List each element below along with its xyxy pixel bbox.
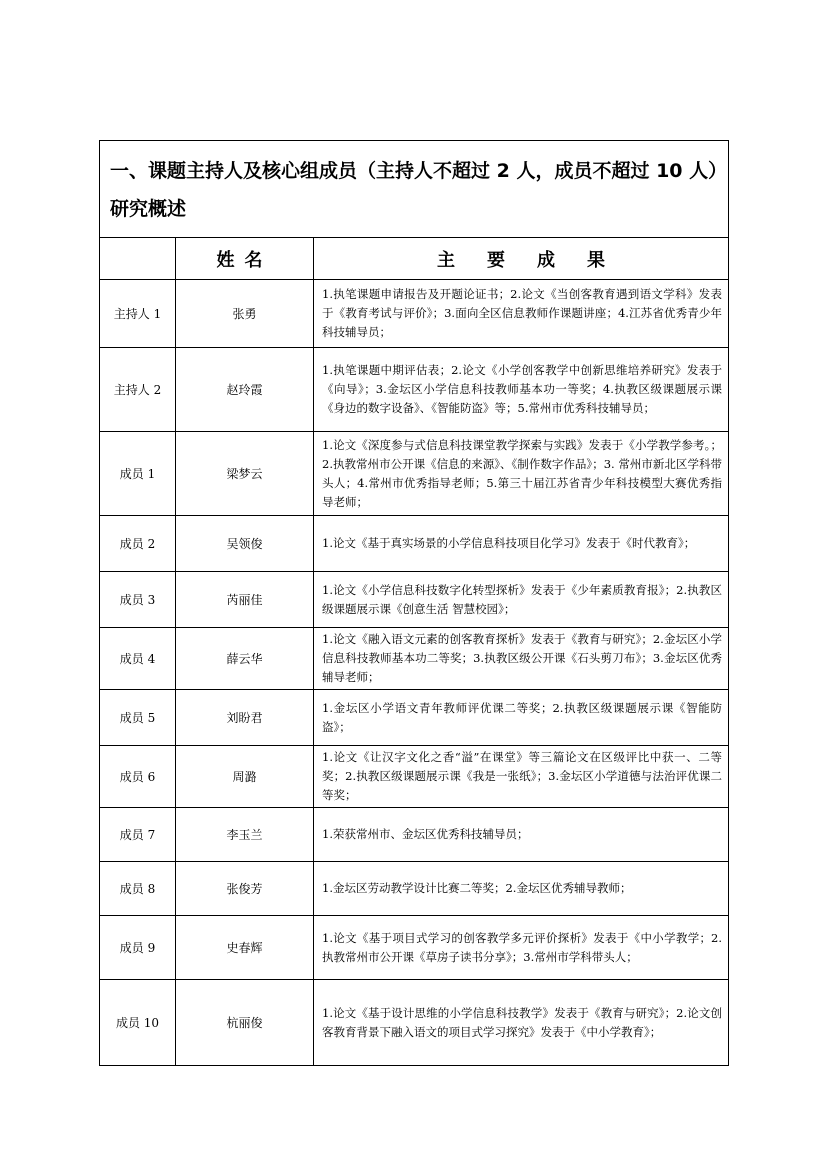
member-name: 赵玲霞 xyxy=(176,348,314,432)
document-page xyxy=(99,140,728,1066)
member-achievements: 1.执笔课题申请报告及开题论证书；2.论文《当创客教育遇到语文学科》发表于《教育考试与评价》；3.面向全区信息教师作课题讲座；4.江苏省优秀青少年科技辅导员； xyxy=(314,280,729,348)
header-achievements xyxy=(314,238,729,280)
member-name: 刘盼君 xyxy=(176,690,314,746)
table-row xyxy=(100,280,729,348)
member-name: 吴领俊 xyxy=(176,516,314,572)
section-title-row xyxy=(100,141,729,238)
member-name: 李玉兰 xyxy=(176,808,314,862)
member-role: 成员 2 xyxy=(100,516,176,572)
member-achievements: 1.执笔课题中期评估表；2.论文《小学创客教学中创新思维培养研究》发表于《向导》；3.金坛区小学信息科技教师基本功一等奖；4.执教区级课题展示课《身边的数字设备》、《智能防盗》等；5.常州市优秀科技辅导员； xyxy=(314,348,729,432)
header-row xyxy=(100,238,729,280)
member-role: 成员 7 xyxy=(100,808,176,862)
member-name: 薛云华 xyxy=(176,628,314,690)
member-role: 主持人 1 xyxy=(100,280,176,348)
member-name: 芮丽佳 xyxy=(176,572,314,628)
member-role: 成员 8 xyxy=(100,862,176,916)
member-achievements: 1.荣获常州市、金坛区优秀科技辅导员； xyxy=(314,808,729,862)
member-role: 成员 10 xyxy=(100,980,176,1066)
header-achievements-char: 要 xyxy=(487,249,505,271)
member-name: 史春辉 xyxy=(176,916,314,980)
table-row xyxy=(100,916,729,980)
table-row xyxy=(100,980,729,1066)
member-name: 杭丽俊 xyxy=(176,980,314,1066)
table-row xyxy=(100,628,729,690)
table-row xyxy=(100,348,729,432)
member-achievements: 1.金坛区小学语文青年教师评优课二等奖；2.执教区级课题展示课《智能防盗》； xyxy=(314,690,729,746)
member-achievements: 1.论文《小学信息科技数字化转型探析》发表于《少年素质教育报》；2.执教区级课题展示课《创意生活 智慧校园》； xyxy=(314,572,729,628)
header-achievements-char: 成 xyxy=(537,249,555,271)
member-name: 梁梦云 xyxy=(176,432,314,516)
member-achievements: 1.论文《基于项目式学习的创客教学多元评价探析》发表于《中小学教学；2.执教常州市公开课《草房子读书分享》；3.常州市学科带头人； xyxy=(314,916,729,980)
member-achievements: 1.论文《融入语文元素的创客教育探析》发表于《教育与研究》；2.金坛区小学信息科技教师基本功二等奖；3.执教区级公开课《石头剪刀布》；3.金坛区优秀辅导老师； xyxy=(314,628,729,690)
member-achievements: 1.论文《深度参与式信息科技课堂教学探索与实践》发表于《小学教学参考。；2.执教常州市公开课《信息的来源》、《制作数字作品》；3. 常州市新北区学科带头人；4.常州市优秀指导老师；5.第三十届江苏省青少年科技模型大赛优秀指导老师； xyxy=(314,432,729,516)
table-row xyxy=(100,516,729,572)
section-title: 一、课题主持人及核心组成员（主持人不超过 2 人，成员不超过 10 人）研究概述 xyxy=(100,141,729,238)
table-row xyxy=(100,432,729,516)
member-role: 成员 1 xyxy=(100,432,176,516)
table-row xyxy=(100,808,729,862)
member-role: 成员 3 xyxy=(100,572,176,628)
header-name: 姓名 xyxy=(176,238,314,280)
member-role: 主持人 2 xyxy=(100,348,176,432)
member-achievements: 1.论文《基于设计思维的小学信息科技教学》发表于《教育与研究》；2.论文创客教育背景下融入语文的项目式学习探究》发表于《中小学教育》； xyxy=(314,980,729,1066)
table-row xyxy=(100,746,729,808)
header-achievements-char: 主 xyxy=(437,249,455,271)
member-name: 张勇 xyxy=(176,280,314,348)
members-table xyxy=(99,140,729,1066)
header-achievements-char: 果 xyxy=(587,249,605,271)
member-achievements: 1.金坛区劳动教学设计比赛二等奖；2.金坛区优秀辅导教师； xyxy=(314,862,729,916)
member-name: 周潞 xyxy=(176,746,314,808)
table-row xyxy=(100,690,729,746)
member-name: 张俊芳 xyxy=(176,862,314,916)
member-role: 成员 6 xyxy=(100,746,176,808)
member-achievements: 1.论文《让汉字文化之香“溢”在课堂》等三篇论文在区级评比中获一、二等奖；2.执教区级课题展示课《我是一张纸》；3.金坛区小学道德与法治评优课二等奖； xyxy=(314,746,729,808)
member-role: 成员 5 xyxy=(100,690,176,746)
member-role: 成员 9 xyxy=(100,916,176,980)
table-row xyxy=(100,862,729,916)
member-achievements: 1.论文《基于真实场景的小学信息科技项目化学习》发表于《时代教育》； xyxy=(314,516,729,572)
member-role: 成员 4 xyxy=(100,628,176,690)
header-role xyxy=(100,238,176,280)
table-row xyxy=(100,572,729,628)
